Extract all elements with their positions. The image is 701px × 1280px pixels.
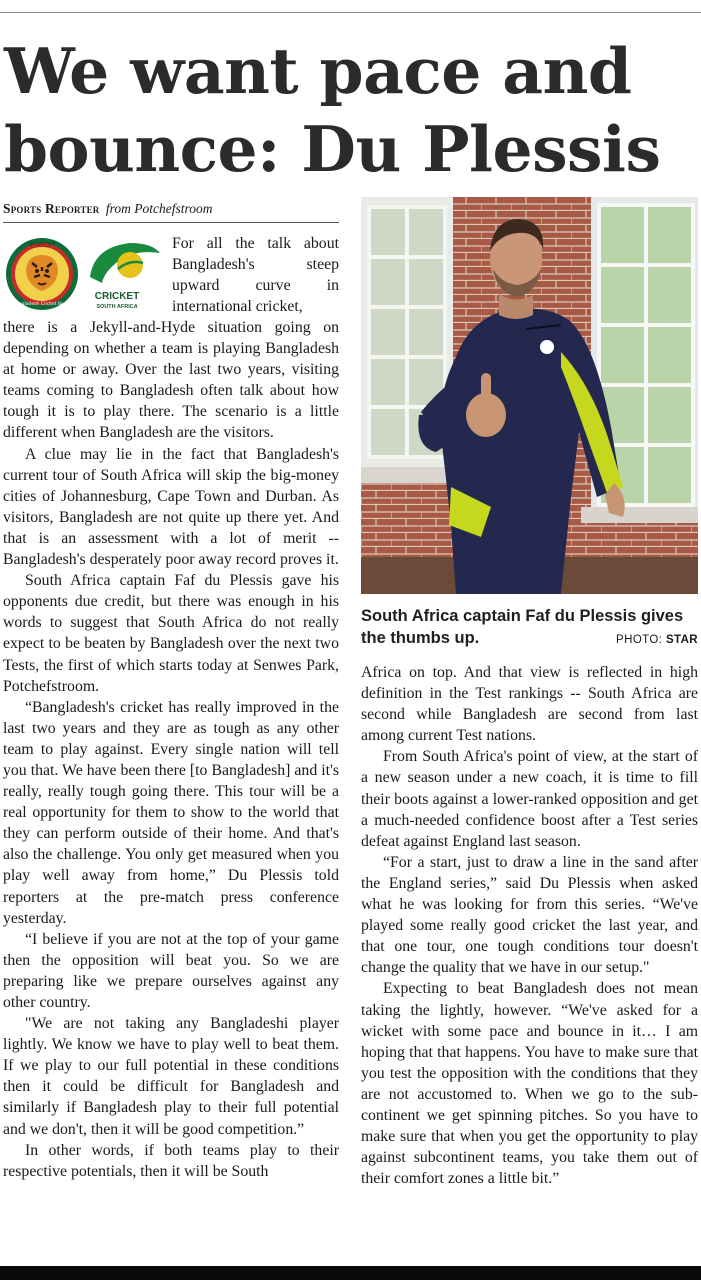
article-photo <box>361 197 698 594</box>
paragraph-9: “For a start, just to draw a line in the sand after the England series,” said Du Plessis when asked what he was looking for from this series. “We've played some really good cricket the last year, and that one tour, one tough conditions tour doesn't change the quality that we have in our setup." <box>361 853 698 977</box>
photo-credit-source: STAR <box>665 634 698 646</box>
photo-caption: South Africa captain Faf du Plessis gives the thumbs up. <box>361 607 684 647</box>
bangladesh-logo-script: বাংলাদেশ <box>28 241 56 249</box>
paragraph-7b: Africa on top. And that view is reflected in high definition in the Test rankings -- South Africa are second while Bangladesh are second from last among current Test nations. <box>361 664 698 745</box>
csa-logo-name: CRICKET <box>94 291 140 302</box>
bangladesh-cricket-logo <box>6 238 78 310</box>
headline: We want pace and bounce: Du Plessis <box>4 34 661 186</box>
cricket-south-africa-logo <box>90 243 160 310</box>
paragraph-5: “I believe if you are not at the top of your game then the opposition will beat you. So we are preparing like we prepare ourselves against any other country. <box>3 930 339 1011</box>
paragraph-1b: there is a Jekyll-and-Hyde situation going on depending on whether a team is playing Bangladesh at home or away. Over the last two years, visiting teams coming to Bangladesh often talk about how tough it is to play there. The scenario is a little different when Bangladesh are the visitors. <box>3 319 339 442</box>
photo-illustration <box>361 197 698 594</box>
paragraph-4: “Bangladesh's cricket has really improved in the last two years and they are as tough as any other team to play against. Every single nation will tell you that. We have been there [to Bangladesh] and it's really, really tough going there. This tour will be a real opportunity for them to show to the world that they can perform outside of their home. And that's also the challenge. You only get measured when you play well away from home,” Du Plessis told reporters at the pre-match press conference yesterday. <box>3 698 339 927</box>
article-column-2 <box>361 662 698 1189</box>
paragraph-8: From South Africa's point of view, at the start of a new season under a new coach, it is time to fill their boots against a lower-ranked opposition and get a much-needed confidence boost after a Test series defeat against England last season. <box>361 748 698 850</box>
photo-credit <box>604 634 698 646</box>
paragraph-1a: For all the talk about Bangladesh's steep upward curve in international cricket, <box>172 235 339 316</box>
article-intro <box>172 233 339 317</box>
csa-logo-sub: SOUTH AFRICA <box>96 304 138 310</box>
paragraph-10: Expecting to beat Bangladesh does not mean taking the lightly, however. “We've asked for a wicket with some pace and bounce in it… I am hoping that that happens. You have to make sure that you test the opposition with the conditions that they are not accustomed to. When we go to the sub-continent we get spinning pitches. So you have to make sure that when you get the opportunity to play against subcontinent teams, you take them out of their comfort zones a little bit.” <box>361 980 698 1188</box>
article-column-1 <box>3 317 339 1182</box>
paragraph-7a: In other words, if both teams play to their respective potentials, then it will be South <box>3 1141 339 1180</box>
byline-location: from Potchefstroom <box>105 201 213 216</box>
photo-credit-label: PHOTO: <box>616 634 663 646</box>
team-logos <box>4 233 162 313</box>
bangladesh-logo-text: Bangladesh Cricket Board <box>12 302 72 307</box>
top-rule <box>0 12 701 13</box>
paragraph-2: A clue may lie in the fact that Bangladesh's current tour of South Africa will skip the big-money cities of Johannesburg, Cape Town and Durban. As visitors, Bangladesh are not quite up there yet. And that is an assessment with a lot of merit -- Bangladesh's desperately poor away record proves it. <box>3 445 339 569</box>
bottom-bar <box>0 1266 701 1280</box>
paragraph-6: "We are not taking any Bangladeshi player lightly. We know we have to play well to beat them. If we play to our full potential in these conditions then it could be difficult for Bangladesh and similarly if Bangladesh play to their full potential and we don't, then it will be good competition.” <box>3 1015 339 1138</box>
paragraph-3: South Africa captain Faf du Plessis gave his opponents due credit, but there was enough in his words to suggest that South Africa do not really expect to be beaten by Bangladesh over the next two Tests, the first of which starts today at Senwes Park, Potchefstroom. <box>3 572 339 695</box>
byline <box>3 201 338 217</box>
byline-rule <box>3 222 339 223</box>
byline-label: Sports Reporter <box>3 201 100 216</box>
